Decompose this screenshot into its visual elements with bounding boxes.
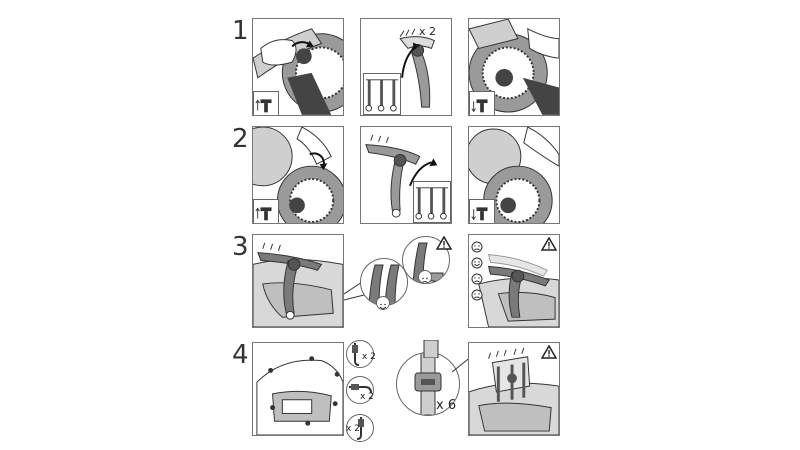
step3-panel-angle-check — [468, 234, 560, 328]
sad-face-icon — [418, 270, 432, 284]
warning-triangle-icon — [541, 345, 557, 359]
step3-panel-rack-on-car — [252, 234, 344, 328]
smiley-face-icon — [376, 296, 390, 310]
step3-rack-illustration — [253, 235, 343, 327]
warning-triangle-icon — [541, 237, 557, 251]
warning-triangle-icon — [436, 236, 452, 250]
step4-multiplier-b: x 2 — [360, 392, 374, 402]
step-number-4: 4 — [232, 340, 249, 370]
knob-icon — [254, 92, 278, 116]
step4-multiplier-a: x 2 — [362, 352, 376, 362]
step1-panel-loosen-knob — [252, 18, 344, 116]
step2-panel-tighten-knob — [468, 126, 560, 224]
step4-buckle-strap-top — [412, 340, 452, 358]
arms-positions-icon — [364, 74, 400, 114]
sad-face-icon — [472, 274, 482, 284]
step1-arms-inset — [363, 73, 401, 115]
step-number-1: 1 — [232, 16, 249, 46]
step2-panel-rotate-frame — [360, 126, 452, 224]
step2-panel-loosen-knob — [252, 126, 344, 224]
step1-rotate-multiplier: x 2 — [419, 25, 437, 38]
knob-icon — [254, 200, 278, 224]
step4-multiplier-c: x 2 — [346, 424, 360, 434]
step1-tighten-inset — [469, 91, 495, 116]
step2-frame-inset — [413, 181, 451, 223]
step-number-2: 2 — [232, 124, 249, 154]
knob-icon — [470, 92, 494, 116]
step2-knob-inset — [253, 199, 279, 224]
step1-panel-tighten-knob — [468, 18, 560, 116]
sad-face-icon — [472, 290, 482, 300]
knob-icon — [470, 200, 494, 224]
smiley-face-icon — [472, 258, 482, 268]
step4-car-hooks-illustration — [253, 343, 343, 435]
arms-positions-icon — [414, 182, 450, 222]
sad-face-icon — [472, 242, 482, 252]
step-number-3: 3 — [232, 232, 249, 262]
angle-faces-column — [471, 241, 483, 301]
step4-buckle-multiplier: x 6 — [436, 398, 457, 413]
step1-knob-inset — [253, 91, 279, 116]
step2-tighten-inset — [469, 199, 495, 224]
step4-panel-hook-positions — [252, 342, 344, 436]
step1-panel-rotate-arms — [360, 18, 452, 116]
step4-panel-rack-mounted — [468, 342, 560, 436]
